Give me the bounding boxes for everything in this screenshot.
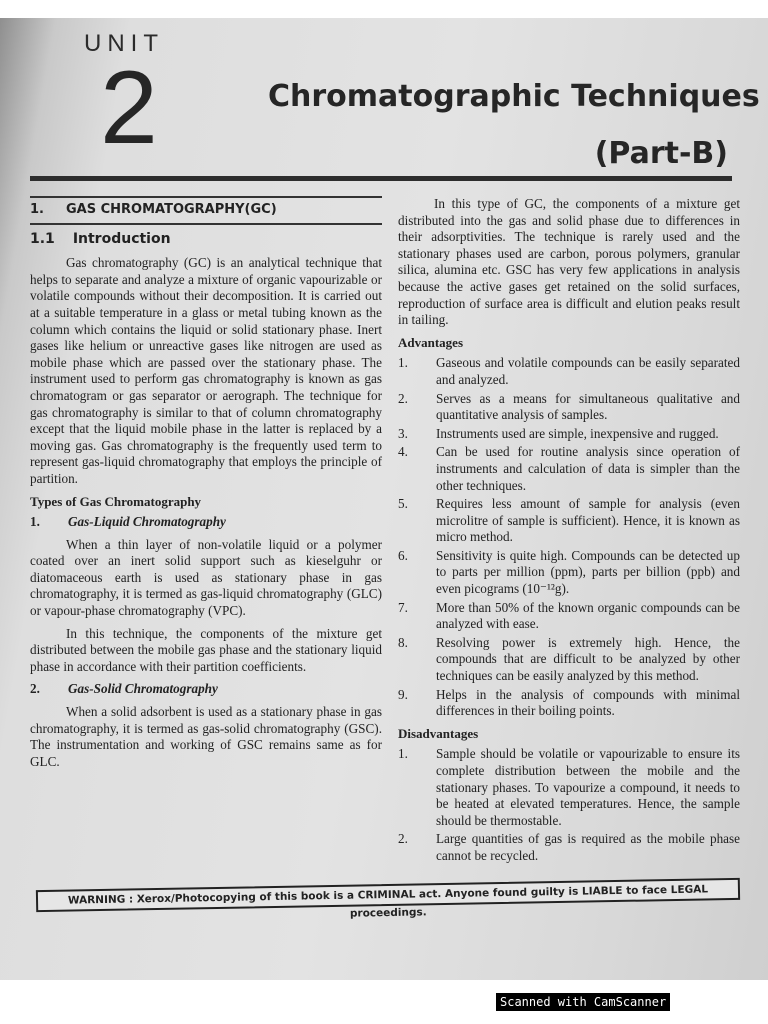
glc-number: 1. [30, 514, 40, 530]
subsection-number: 1.1 [30, 230, 55, 247]
intro-paragraph: Gas chromatography (GC) is an analytical technique that helps to separate and analyze a mixture of organic vapourizable or volatile compounds without their decomposition. It is carried out at a suitable temperature in a glass or metal tubing known as the column which contains the liquid or solid stationary phase. Inert gases like helium or unreactive gases like nitrogen are used as mobile phase which are passed over the stationary phase. The instrument used to perform gas chromatography is known as gas chromatogram or gas separator or aerograph. The technique for gas chromatography is similar to that of column chromatography except that the liquid mobile phase in the latter is replaced by a moving gas. Gas chromatography is the frequently used term to represent gas-liquid chromatography that employs the principle of partition. [30, 255, 382, 486]
warning-banner: WARNING : Xerox/Photocopying of this book is a CRIMINAL act. Anyone found guilty is LIABLE to face LEGAL proceedings. [36, 878, 740, 912]
gsc-continuation: In this type of GC, the components of a mixture get distributed into the gas and solid phase due to differences in their adsorptivities. The technique is rarely used and the stationary phases used are carbon, porous polymers, granular silica, alumina etc. GSC has very few applications in analysis because the active gases get retained on the solid surfaces, reproduction of surface area is difficult and elution peaks result in tailing. [398, 196, 740, 328]
disadvantage-item-number: 2. [398, 831, 408, 847]
types-heading: Types of Gas Chromatography [30, 493, 202, 509]
advantage-item-text: Helps in the analysis of compounds with minimal differences in their boiling points. [436, 686, 740, 719]
disadvantage-item-text: Sample should be volatile or vapourizable to ensure its complete distribution between the mobile and the stationary phases. To vapourize a compound, it needs to be heated at elevated temperatures. Hence, the sample should be thermostable. [436, 746, 740, 828]
unit-label: UNIT [84, 30, 164, 57]
scanner-watermark: Scanned with CamScanner [496, 993, 670, 1011]
advantage-item [398, 548, 740, 598]
disadvantage-item [398, 746, 740, 829]
advantage-item-number: 4. [398, 444, 408, 460]
advantage-item [398, 600, 740, 633]
advantage-item [398, 635, 740, 685]
gsc-paragraph: When a solid adsorbent is used as a stationary phase in gas chromatography, it is termed as gas-solid chromatography (GSC). The instrumentation and working of GSC remains same as for GLC. [30, 704, 382, 769]
glc-paragraph-1: When a thin layer of non-volatile liquid or a polymer coated over an inert solid support such as kieselguhr or diatomaceous earth is used as stationary phase in gas chromatography, it is termed as gas-liquid chromatography (GLC) or vapour-phase chromatography (VPC). [30, 536, 382, 619]
advantage-item-text: Gaseous and volatile compounds can be easily separated and analyzed. [436, 355, 740, 387]
advantage-item-text: Resolving power is extremely high. Hence, the compounds that are difficult to be analyzed by other techniques can be easily analyzed by this method. [436, 634, 740, 684]
advantages-list [398, 355, 740, 719]
right-column [398, 196, 740, 867]
advantage-item [398, 687, 740, 720]
gsc-title: Gas-Solid Chromatography [68, 681, 218, 697]
advantage-item-number: 5. [398, 496, 408, 512]
chapter-subtitle: (Part-B) [594, 136, 728, 171]
advantage-item-text: Instruments used are simple, inexpensive and rugged. [436, 425, 719, 441]
advantage-item-text: Serves as a means for simultaneous qualitative and quantitative analysis of samples. [436, 390, 740, 423]
disadvantages-heading: Disadvantages [398, 725, 479, 741]
disadvantages-list [398, 746, 740, 864]
advantage-item [398, 391, 740, 424]
advantage-item-text: Requires less amount of sample for analysis (even microlitre of sample is sufficient). Hence, it is known as micro method. [436, 496, 740, 545]
advantage-item-text: Can be used for routine analysis since operation of instruments and calculation of data is simpler than the other techniques. [436, 444, 740, 493]
advantage-item [398, 355, 740, 388]
left-column [30, 196, 382, 776]
unit-number: 2 [100, 50, 158, 166]
advantage-item [398, 444, 740, 494]
disadvantage-item-number: 1. [398, 746, 408, 762]
section-title: GAS CHROMATOGRAPHY(GC) [65, 202, 277, 217]
gsc-number: 2. [30, 681, 40, 697]
advantage-item-number: 1. [398, 355, 408, 371]
advantage-item [398, 426, 740, 443]
advantage-item-number: 8. [398, 634, 408, 650]
advantage-item-number: 7. [398, 599, 408, 615]
advantage-item-number: 6. [398, 547, 408, 563]
section-heading [30, 196, 382, 225]
advantage-item-number: 9. [398, 686, 408, 702]
advantage-item [398, 496, 740, 546]
advantage-item-text: More than 50% of the known organic compounds can be analyzed with ease. [436, 599, 740, 632]
section-number: 1. [30, 202, 44, 217]
disadvantage-item-text: Large quantities of gas is required as the mobile phase cannot be recycled. [436, 831, 740, 863]
glc-paragraph-2: In this technique, the components of the mixture get distributed between the mobile gas phase and the stationary liquid phase in accordance with their partition coefficients. [30, 625, 382, 674]
advantage-item-number: 3. [398, 425, 408, 441]
header-rule [30, 176, 732, 181]
advantage-item-text: Sensitivity is quite high. Compounds can be detected up to parts per million (ppm), parts per billion (ppb) and even picograms (10⁻¹²g). [436, 547, 740, 597]
subsection-heading [30, 231, 382, 248]
advantages-heading: Advantages [398, 334, 464, 350]
gsc-heading [30, 681, 382, 698]
glc-title: Gas-Liquid Chromatography [68, 514, 226, 530]
advantage-item-number: 2. [398, 390, 408, 406]
chapter-title: Chromatographic Techniques [268, 79, 760, 114]
disadvantage-item [398, 831, 740, 864]
glc-heading [30, 514, 382, 531]
book-page [0, 18, 768, 980]
subsection-title: Introduction [72, 230, 171, 247]
